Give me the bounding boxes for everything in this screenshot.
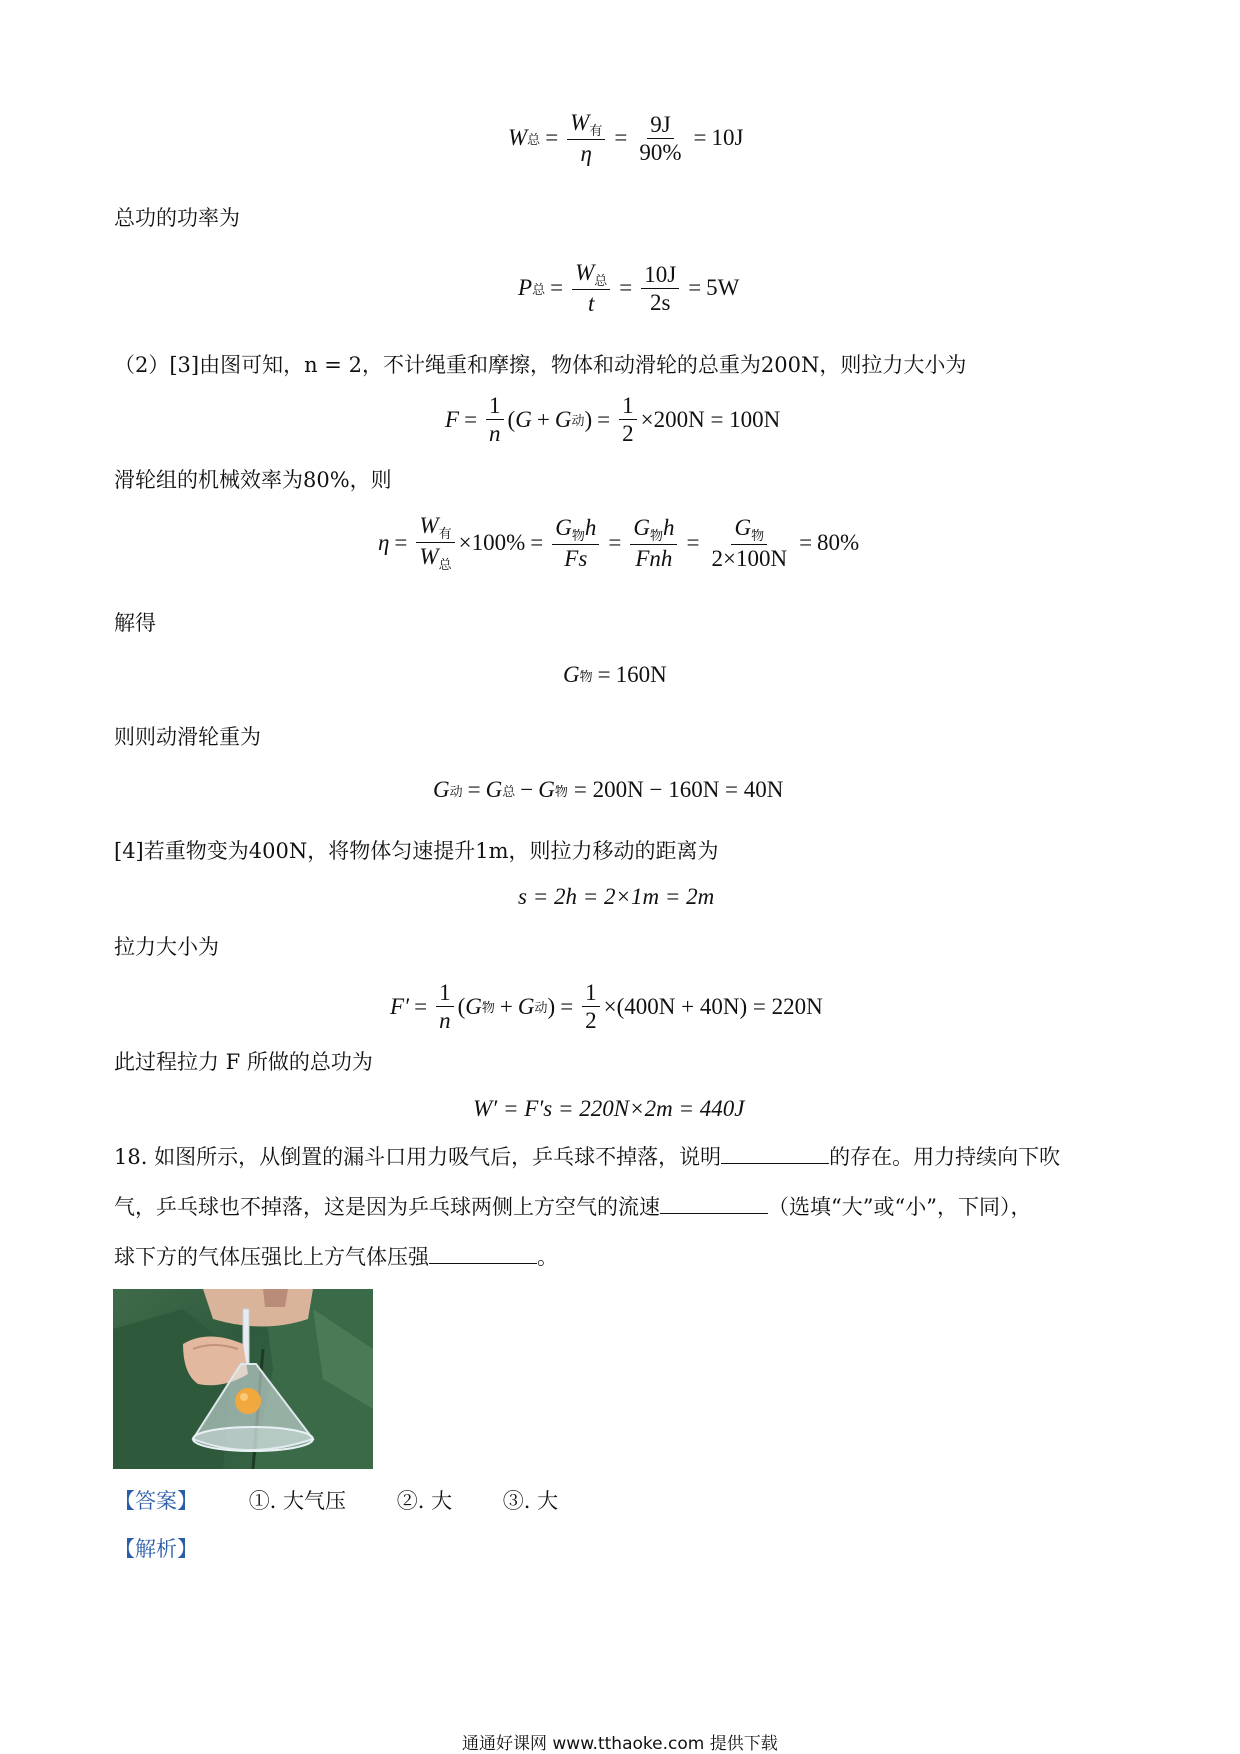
subscript: 有 xyxy=(589,123,603,138)
fraction: $\frac{G_物h}{Fs}$ xyxy=(552,515,599,572)
paragraph: 滑轮组的机械效率为80%，则 xyxy=(114,468,392,492)
numerator: 9J xyxy=(647,112,673,139)
denominator: 2s xyxy=(649,289,671,315)
fraction xyxy=(572,260,610,317)
subscript: 总 xyxy=(532,281,546,297)
symbol: η xyxy=(580,141,592,167)
expression: = 200N − 160N = 40N xyxy=(573,777,784,802)
equation-object-weight: G 物 = 160N xyxy=(563,662,667,687)
symbol: P xyxy=(518,275,533,301)
equation-distance: s = 2h = 2×1m = 2m xyxy=(518,884,715,909)
expression: ×100% xyxy=(458,529,526,555)
fraction xyxy=(641,262,679,316)
answer-blank xyxy=(660,1195,768,1214)
expression: ×200N = 100N xyxy=(640,406,781,432)
symbol: W xyxy=(508,125,528,151)
denominator: n xyxy=(489,421,501,447)
denominator: Fnh xyxy=(635,545,673,571)
question-text: 球下方的气体压强比上方气体压强 xyxy=(114,1245,429,1269)
paragraph: （2）[3]由图可知，n = 2，不计绳重和摩擦，物体和动滑轮的总重为200N，则拉力大小为 xyxy=(114,353,967,377)
answer-item: ③. 大 xyxy=(502,1489,559,1513)
fraction xyxy=(436,980,454,1034)
numerator: 10J xyxy=(641,262,679,289)
paragraph: 拉力大小为 xyxy=(114,935,219,959)
symbol: W xyxy=(575,260,595,285)
question-text: 气，乒乓球也不掉落，这是因为乒乓球两侧上方空气的流速 xyxy=(114,1195,660,1219)
result: 5W xyxy=(706,275,740,301)
numerator: 1 xyxy=(582,980,600,1007)
numerator: 1 xyxy=(436,980,454,1007)
fraction xyxy=(567,110,605,167)
question-text: 。 xyxy=(537,1245,558,1269)
subscript: 总 xyxy=(594,273,608,288)
fraction xyxy=(636,112,684,166)
paragraph: 总功的功率为 xyxy=(114,206,240,230)
equation-total-work: W 总 = $\frac{W_有}{\eta}$ = $\frac{9J}{90\%}$ = 10J xyxy=(508,110,744,167)
paragraph: 此过程拉力 F 所做的总功为 xyxy=(114,1050,373,1074)
denominator: Fs xyxy=(564,545,588,571)
numerator: 1 xyxy=(486,393,504,420)
subscript: 总 xyxy=(527,131,541,147)
question-text: 的存在。用力持续向下吹 xyxy=(829,1145,1061,1169)
question-18-line3 xyxy=(114,1242,558,1272)
equation-efficiency: η = $\frac{W_有}{W_总}$ ×100% = $\frac{G_物h}{Fs}$ = $\frac{G_物h}{\text{Fnh}}$ = $\frac{G_物}{2\times 100N}$ = 80% xyxy=(378,513,860,573)
funnel-experiment-photo xyxy=(113,1289,373,1469)
answer-blank xyxy=(721,1145,829,1164)
paragraph: 则则动滑轮重为 xyxy=(114,725,261,749)
denominator: 2×100N xyxy=(711,545,788,571)
fraction xyxy=(619,393,637,447)
subscript: 物 xyxy=(554,783,568,799)
answer-blank xyxy=(429,1245,537,1264)
symbol: W xyxy=(570,110,590,135)
result: 160N xyxy=(615,662,667,687)
subscript: 动 xyxy=(534,1000,548,1016)
symbol: F xyxy=(445,406,460,432)
subscript: 总 xyxy=(502,783,516,799)
fraction xyxy=(486,393,504,447)
analysis-label: 【解析】 xyxy=(114,1537,198,1561)
symbol: G xyxy=(554,406,572,432)
symbol: t xyxy=(587,291,595,317)
symbol: G xyxy=(515,406,532,432)
denominator: n xyxy=(439,1008,451,1034)
symbol: G xyxy=(563,662,580,687)
result: 10J xyxy=(711,125,744,151)
subscript: 动 xyxy=(571,413,585,429)
subscript: 有 xyxy=(438,526,452,541)
answer-item: ②. 大 xyxy=(396,1489,453,1513)
question-18-line2 xyxy=(114,1192,1031,1222)
question-text: 18. 如图所示，从倒置的漏斗口用力吸气后，乒乓球不掉落，说明 xyxy=(114,1145,722,1169)
fraction: $\frac{W_有}{W_总}$ xyxy=(416,513,454,573)
symbol: η xyxy=(378,529,390,555)
fraction: $\frac{G_物h}{\text{Fnh}}$ xyxy=(630,515,677,572)
paragraph: 解得 xyxy=(114,611,156,635)
result: 80% xyxy=(817,529,860,555)
answer-label: 【答案】 xyxy=(114,1489,198,1513)
funnel-illustration xyxy=(113,1289,373,1469)
paragraph: [4]若重物变为400N，将物体匀速提升1m，则拉力移动的距离为 xyxy=(114,839,719,863)
numerator: 1 xyxy=(619,393,637,420)
symbol: F′ xyxy=(390,993,410,1019)
page-footer: 通通好课网 www.tthaoke.com 提供下载 xyxy=(462,1734,778,1754)
question-18-line1 xyxy=(114,1142,1060,1172)
equation-pulley-weight: G 动 = G 总 − G 物 = 200N − 160N = 40N xyxy=(433,777,784,802)
equation-total-work-new: W′ = F′s = 220N×2m = 440J xyxy=(473,1096,745,1121)
subscript: 总 xyxy=(438,557,452,573)
fraction: $\frac{G_物}{2\times 100N}$ xyxy=(708,515,790,572)
denominator: 2 xyxy=(622,421,634,447)
subscript: 物 xyxy=(751,527,765,543)
denominator: 2 xyxy=(585,1008,597,1034)
equation-pull-force: F = $\frac{1}{n}$ ( G + G 动 ) = $\frac{1}{2}$ ×200N = 100N xyxy=(445,393,781,447)
subscript: 动 xyxy=(449,783,463,799)
answer-item: ①. 大气压 xyxy=(248,1489,347,1513)
equation-power: P 总 = $\frac{W_总}{t}$ = $\frac{10J}{2s}$ = 5W xyxy=(518,260,740,317)
subscript: 物 xyxy=(481,1000,495,1016)
subscript: 物 xyxy=(579,668,593,684)
answer-line xyxy=(114,1486,558,1516)
question-text: （选填“大”或“小”，下同）， xyxy=(768,1195,1032,1219)
subscript: 物 xyxy=(649,527,663,543)
fraction xyxy=(582,980,600,1034)
expression: ×(400N + 40N) = 220N xyxy=(603,993,823,1019)
equation-new-pull-force: F′ = $\frac{1}{n}$ ( G 物 + G 动 ) = $\frac{1}{2}$ ×(400N + 40N) = 220N xyxy=(390,980,823,1034)
denominator: 90% xyxy=(639,139,682,165)
subscript: 物 xyxy=(571,527,585,543)
